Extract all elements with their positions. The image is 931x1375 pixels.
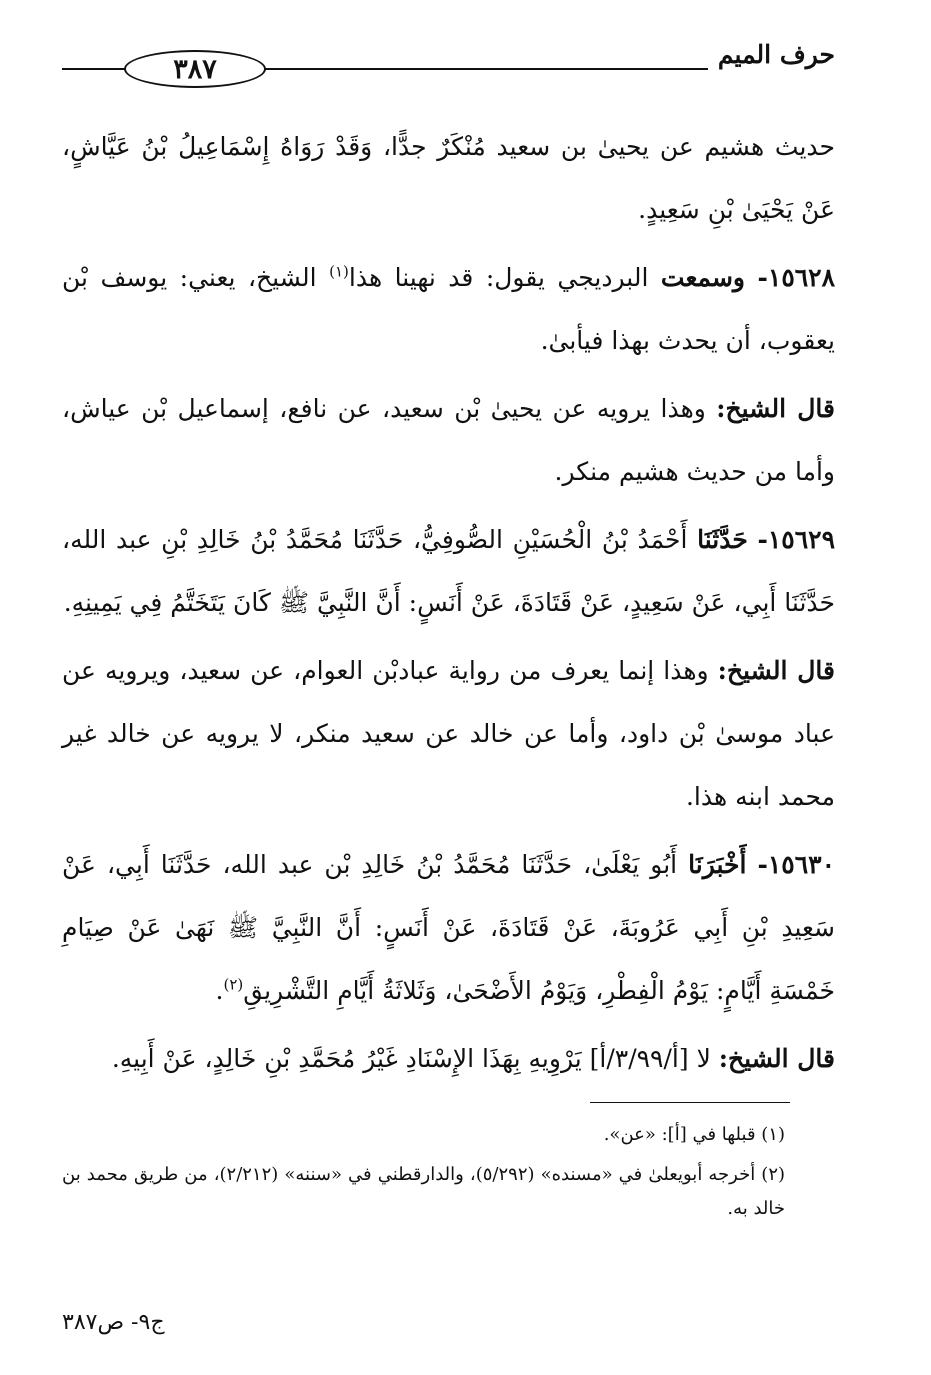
paragraph-text: حديث هشيم عن يحيىٰ بن سعيد مُنْكَرٌ جدًّا، وَقَدْ رَوَاهُ إِسْمَاعِيلُ بْنُ عَيَّاشٍ، عَنْ يَحْيَىٰ بْنِ سَعِيدٍ. [62,132,835,224]
footnote-2: (٢) أخرجه أبويعلىٰ في «مسنده» (٥/٢٩٢)، والدارقطني في «سننه» (٢/٢١٢)، من طريق محمد بن خالد به. [62,1164,786,1219]
paragraph-text: أَحْمَدُ بْنُ الْحُسَيْنِ الصُّوفِيُّ، حَدَّثَنَا مُحَمَّدُ بْنُ خَالِدِ بْنِ عبد الله، حَدَّثَنَا أَبِي، عَنْ سَعِيدٍ، عَنْ قَتَادَةَ، عَنْ أَنَسٍ: أَنَّ النَّبِيَّ ﷺ كَانَ يَتَخَتَّمُ فِي يَمِينِهِ. [62,525,835,617]
narration-keyword: حَدَّثَنَا [697,525,748,554]
hadith-15630 [62,833,835,1022]
paragraph-end: . [215,976,224,1005]
footnote-marker-2: (٢) [223,975,244,994]
hadith-15629 [62,508,835,634]
hadith-15628 [62,246,835,372]
sheikh-label: قال الشيخ: [717,656,835,685]
paragraph-text: أَبُو يَعْلَىٰ، حَدَّثَنَا مُحَمَّدُ بْنُ خَالِدِ بْن عبد الله، حَدَّثَنَا أَبِي، عَنْ سَعِيدِ بْنِ أَبِي عَرُوبَةَ، عَنْ قَتَادَةَ، عَنْ أَنَسٍ: أَنَّ النَّبِيَّ ﷺ نَهَىٰ عَنْ صِيَامِ خَمْسَةِ أَيَّامٍ: يَوْمُ الْفِطْرِ، وَيَوْمُ الأَضْحَىٰ، وَثَلاثَةُ أَيَّامِ التَّشْرِيقِ [62,850,835,1005]
sheikh-label: قال الشيخ: [716,394,835,423]
footnote-separator [590,1102,790,1103]
hadith-number: ١٥٦٢٩- [757,525,836,554]
volume-page-reference: ج٩- ص٣٨٧ [62,1310,165,1335]
comment-paragraph [62,639,835,828]
paragraph-text: الشيخ، يعني: يوسف بْن يعقوب، أن يحدث بهذا فيأبىٰ. [62,263,835,355]
paragraph-text: لا [أ/٣/٩٩/أ] يَرْوِيهِ بِهَذَا الإِسْنَادِ غَيْرُ مُحَمَّدِ بْنِ خَالِدٍ، عَنْ أَبِيهِ. [111,1044,711,1073]
narration-keyword: أَخْبَرَنَا [688,850,747,879]
narration-keyword: وسمعت [660,263,745,292]
footnote-marker-1: (١) [329,262,349,281]
paragraph-text: وهذا يرويه عن يحيىٰ بْن سعيد، عن نافع، إسماعيل بْن عياش، وأما من حديث هشيم منكر. [62,394,835,486]
footnote-1: (١) قبلها في [أ]: «عن». [603,1124,785,1145]
hadith-number: ١٥٦٣٠- [757,850,835,879]
sheikh-label: قال الشيخ: [718,1044,835,1073]
paragraph-text: وهذا إنما يعرف من رواية عبادبْن العوام، عن سعيد، ويرويه عن عباد موسىٰ بْن داود، وأما عن خالد عن سعيد منكر، لا يرويه عن خالد غير محمد ابنه هذا. [62,656,835,811]
chapter-title: حرف الميم [708,40,835,70]
main-text [62,115,835,1095]
page-number-badge: ٣٨٧ [124,50,266,88]
footnotes [62,1118,785,1232]
paragraph-text: البرديجي يقول: قد نهينا هذا [348,263,649,292]
comment-paragraph [62,1027,835,1090]
comment-paragraph [62,377,835,503]
paragraph-1 [62,115,835,241]
hadith-number: ١٥٦٢٨- [757,263,836,292]
running-header [62,40,835,100]
